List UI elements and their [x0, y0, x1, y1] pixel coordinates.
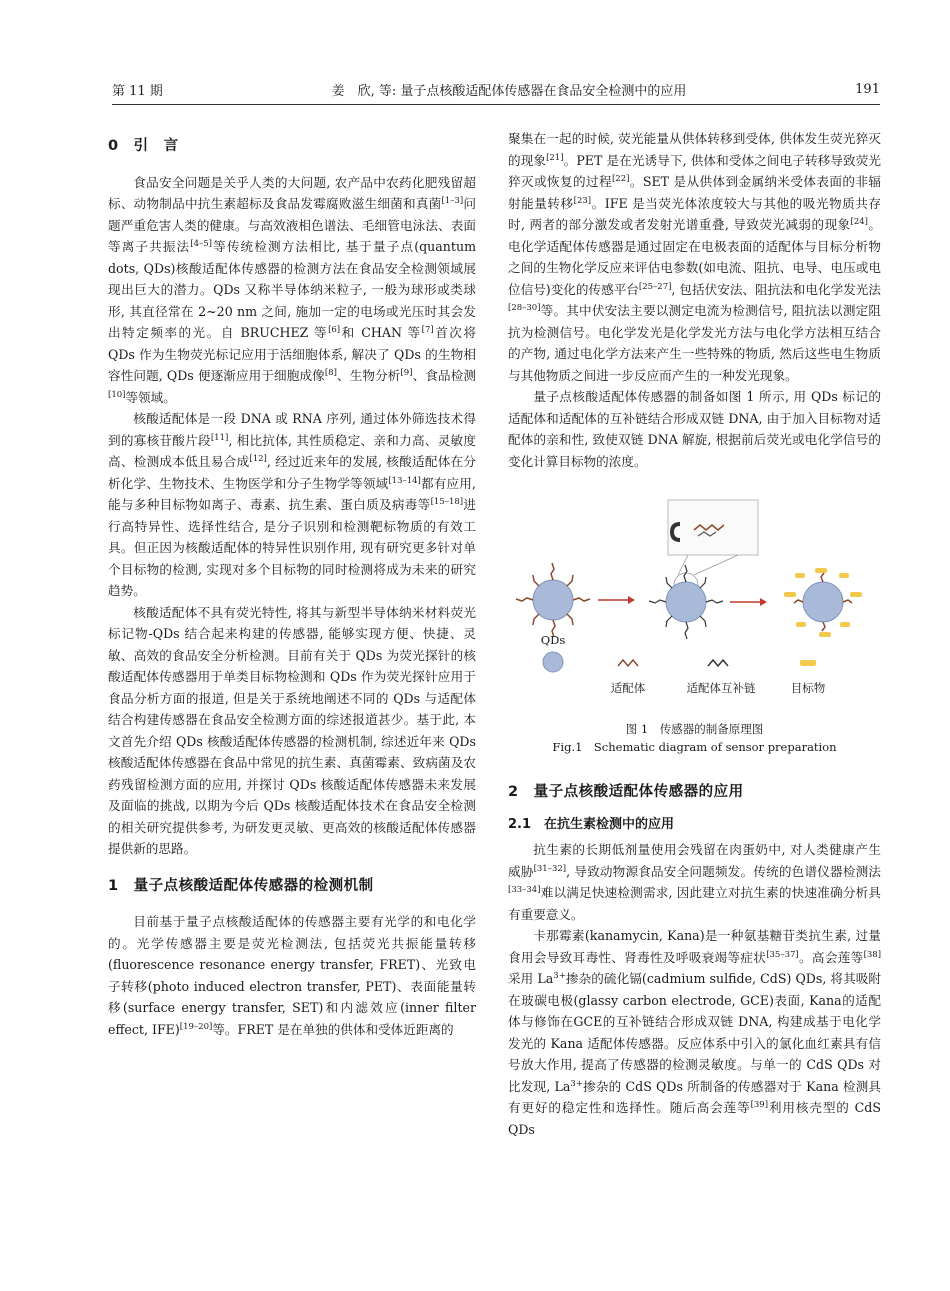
paragraph: 核酸适配体不具有荧光特性, 将其与新型半导体纳米材料荧光标记物-QDs 结合起来构建的传感器, 能够实现方便、快捷、灵敏、高效的食品安全分析检测。目前有关于 QDs 为荧光探针的核酸适配体传感器用于单类目标物检测和 QDs 作为荧光探针应用于食品分析方面的报道, 但是关于系统地阐述不同的 QDs 与适配体结合构建传感器在食品安全检测方面的综述报道甚少。基于此, 本文首先介绍 QDs 核酸适配体传感器的检测机制, 综述近年来 QDs 核酸适配体传感器在食品中常见的抗生素、真菌霉素、致病菌及农药残留检测方面的应用, 并探讨 QDs 核酸适配体传感器未来发展及面临的挑战, 以期为今后 QDs 核酸适配体技术在食品安全检测的相关研究提供参考, 为研发更灵敏、更高效的核酸适配体传感器提供新的思路。	[108, 604, 476, 856]
la-superscript: 3+	[570, 1078, 583, 1089]
paragraph: 卡那霉素(kanamycin, Kana)是一种氨基糖苷类抗生素, 过量食用会导致耳毒性、肾毒性及呼吸衰竭等症状[35–37]。高会莲等[38]采用 $La^{3+}$掺杂的硫化镉(cadmium sulfide, CdS) QDs, 将其吸附在玻碳电极(glassy carbon electrode, GCE)表面, Kana的适配体与修饰在GCE的互补链结合形成双链 DNA, 构建成基于电化学发光的 Kana 适配体传感器。反应体系中引入的氯化血红素具有信号放大作用, 提高了传感器的检测灵敏度。与单一的 CdS QDs 对比发现, $La^{3+}$掺杂的 CdS QDs 所制备的传感器对于 Kana 检测具有更好的稳定性和选择性。随后高会莲等[39]利用核壳型的 CdS QDs	[508, 928, 882, 1137]
legend-qds: QDs	[540, 633, 566, 647]
figure-caption-en: Fig.1 Schematic diagram of sensor preparation	[552, 740, 837, 754]
figure-1	[508, 490, 881, 695]
header-rule	[112, 104, 880, 105]
legend-target: 目标物	[790, 681, 826, 695]
qd-target-complex	[784, 568, 862, 637]
legend-strand-icon	[708, 660, 728, 666]
right-column	[508, 128, 881, 1140]
inset-box	[668, 500, 758, 555]
page-number: 191	[855, 81, 880, 97]
figure-caption-cn: 图 1 传感器的制备原理图	[625, 722, 764, 736]
paragraph: 聚集在一起的时候, 荧光能量从供体转移到受体, 供体发生荧光猝灭的现象[21]。PET 是在光诱导下, 供体和受体之间电子转移导致荧光猝灭或恢复的过程[22]。SET 是从供体到金属纳米受体表面的非辐射能量转移[23]。IFE 是当荧光体浓度较大与其他的吸光物质共存时, 两者的部分激发或者发射光谱重叠, 导致荧光减弱的现象[24]。电化学适配体传感器是通过固定在电极表面的适配体与目标分析物之间的生物化学反应来评估电参数(如电流、阻抗、电导、电压或电位信号)变化的传感平台[25–27], 包括伏安法、阻抗法和电化学发光法[28–30]等。其中伏安法主要以测定电流为检测信号, 阻抗法以测定阻抗为检测信号。电化学发光是化学发光方法与电化学方法相互结合的产物, 通过电化学方法来产生一些特殊的物质, 然后这些电生物质与其他物质之间进一步反应而产生的一种发光现象。	[508, 131, 882, 383]
legend-target-icon	[800, 660, 816, 666]
paragraph: 抗生素的长期低剂量使用会残留在肉蛋奶中, 对人类健康产生威胁[31–32], 导致动物源食品安全问题频发。传统的色谱仪器检测法[33–34]难以满足快速检测需求, 因此建立对抗生素的快速准确分析具有重要意义。	[508, 842, 881, 922]
section-0-title: 0 引 言	[108, 138, 179, 154]
legend-qd-icon	[543, 652, 563, 672]
running-header	[112, 78, 880, 100]
legend-aptamer-icon	[618, 660, 638, 666]
section-1-title: 1 量子点核酸适配体传感器的检测机制	[108, 877, 374, 894]
legend-aptamer: 适配体	[610, 681, 646, 695]
running-title: 姜 欣, 等: 量子点核酸适配体传感器在食品安全检测中的应用	[331, 83, 687, 99]
paragraph: 量子点核酸适配体传感器的制备如图 1 所示, 用 QDs 标记的适配体和适配体的互补链结合形成双链 DNA, 由于加入目标物对适配体的亲和性, 致使双链 DNA 解旋, 根据前后荧光或电化学信号的变化计算目标物的浓度。	[508, 389, 881, 469]
qd-sphere	[803, 582, 843, 622]
qd-dsdna-complex	[649, 565, 723, 639]
section-2-title: 2 量子点核酸适配体传感器的应用	[508, 784, 744, 800]
paragraph: 目前基于量子点核酸适配体的传感器主要有光学的和电化学的。光学传感器主要是荧光检测法, 包括荧光共振能量转移(fluorescence resonance energy transfer, FRET)、光致电子转移(photo induced electron transfer, PET)、表面能量转移(surface energy transfer, SET)和内滤效应(inner filter effect, IFE)[19–20]等。FRET 是在单独的供体和受体近距离的	[108, 914, 476, 1037]
issue-number: 第 11 期	[112, 83, 163, 99]
paragraph: 食品安全问题是关乎人类的大问题, 农产品中农药化肥残留超标、动物制品中抗生素超标及食品发霉腐败滋生细菌和真菌[1–3]问题严重危害人类的健康。与高效液相色谱法、毛细管电泳法、表面等离子共振法[4–5]等传统检测方法相比, 基于量子点(quantum dots, QDs)核酸适配体传感器的检测方法在食品安全检测领域展现出巨大的潜力。QDs 又称半导体纳米粒子, 一般为球形或类球形, 其直径常在 2~20 nm 之间, 施加一定的电场或光压时其会发出特定频率的光。自 BRUCHEZ 等[6]和 CHAN 等[7]首次将 QDs 作为生物荧光标记应用于活细胞体系, 解决了 QDs 的生物相容性问题, QDs 便逐渐应用于细胞成像[8]、生物分析[9]、食品检测[10]等领域。	[108, 174, 477, 405]
qd-aptamer-complex	[516, 563, 590, 637]
sensor-diagram	[508, 490, 881, 690]
section-2-1-title: 2.1 在抗生素检测中的应用	[508, 816, 675, 832]
left-column	[108, 128, 476, 1040]
legend-complement: 适配体互补链	[686, 681, 756, 695]
paragraph: 核酸适配体是一段 DNA 或 RNA 序列, 通过体外筛选技术得到的寡核苷酸片段[11], 相比抗体, 其性质稳定、亲和力高、灵敏度高、检测成本低且易合成[12], 经过近来年的发展, 核酸适配体在分析化学、生物技术、生物医学和分子生物学等领域[13–14]都有应用, 能与多种目标物如离子、毒素、抗生素、蛋白质及病毒等[15–18]进行高特异性、选择性结合, 是分子识别和检测靶标物质的有效工具。但正因为核酸适配体的特异性识别作用, 现有研究更多针对单个目标物的检测, 实现对多个目标物的同时检测将成为未来的研究趋势。	[108, 411, 477, 598]
